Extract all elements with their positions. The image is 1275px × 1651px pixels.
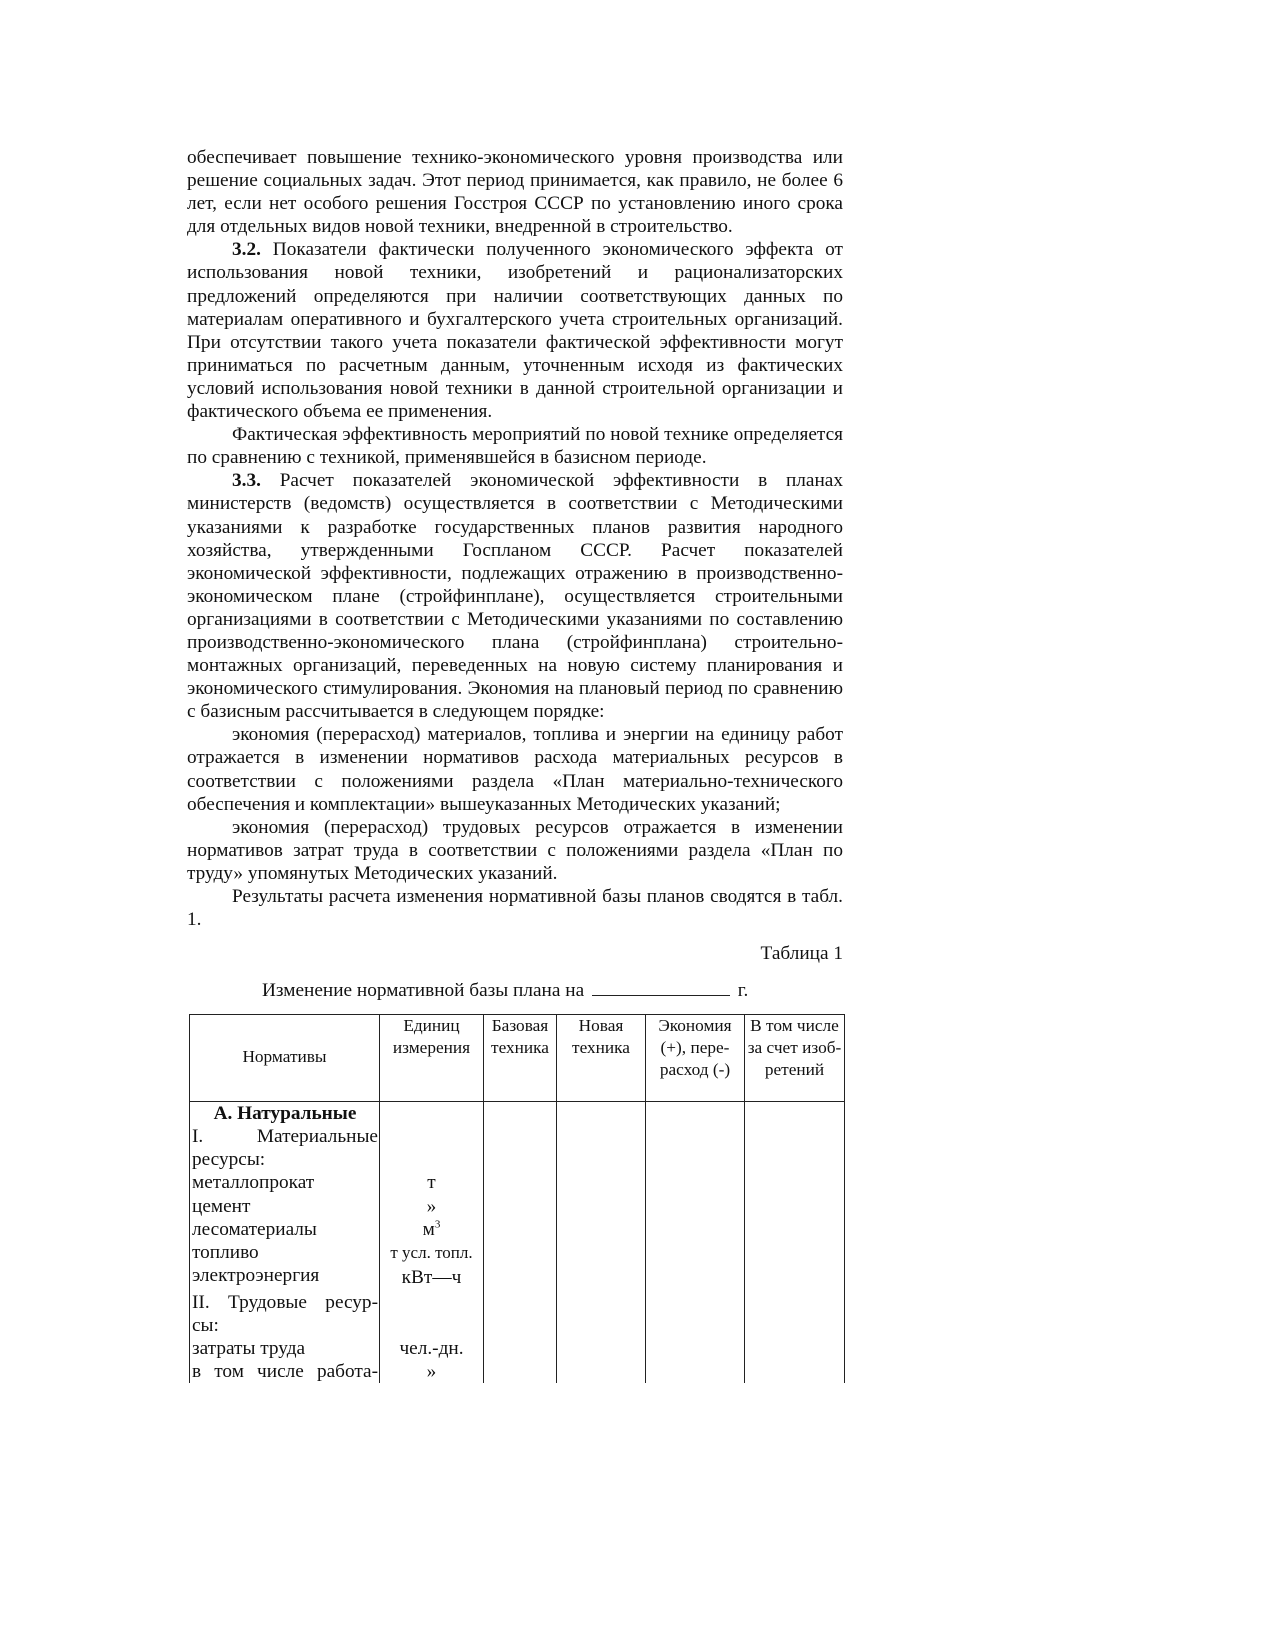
base-technique-column xyxy=(484,1102,557,1384)
header-savings: Экономия (+), пере-расход (-) xyxy=(646,1015,745,1102)
table-body-row xyxy=(190,1102,845,1384)
group-material-resources-cont: ресурсы: xyxy=(192,1149,266,1171)
unit-electricity: кВт—ч xyxy=(401,1266,462,1288)
unit-timber: $м^3$ xyxy=(422,1218,441,1240)
new-technique-column xyxy=(557,1102,646,1384)
section-natural: А. Натуральные xyxy=(213,1103,357,1125)
row-name-fuel: топливо xyxy=(192,1241,259,1263)
paragraph-labor-savings: экономия (перерасход) трудовых ресурсов отражается в изменении нормативов затрат труда в соответствии с положениями раздела «План по труду» упомянутых Методических указаний. xyxy=(187,816,843,884)
paragraph-3-3 xyxy=(187,469,843,723)
table-header-row xyxy=(190,1015,845,1102)
paragraph-1: обеспечивает повышение технико-экономического уровня производства или решение социальных задач. Этот период принимается, как правило, не более 6 лет, если нет особого решения Госстроя СССР по установлению иного срока для отдельных видов новой техники, внедренной в строительство. xyxy=(187,147,843,238)
unit-labor-costs: чел.-дн. xyxy=(399,1338,464,1360)
unit-fuel: т усл. топл. xyxy=(390,1242,473,1262)
table-label: Таблица 1 xyxy=(760,943,843,965)
header-base-technique: Базовая техника xyxy=(484,1015,557,1102)
paragraph-materials-savings: экономия (перерасход) материалов, топлива и энергии на единицу работ отражается в изменении нормативов расхода материальных ресурсов в соответствии с положениями раздела «План материально-технического обеспечения и комплектации» вышеуказанных Методических указаний; xyxy=(187,724,843,815)
row-name-labor-costs: затраты труда xyxy=(192,1338,306,1360)
paragraph-text: Расчет показателей экономической эффективности в планах министерств (ведомств) осуществляется в соответствии с Методическими указаниями к разработке государственных планов развития народного хозяйства, утвержденными Госпланом СССР. Расчет показателей экономической эффективности, подлежащих отражению в производственно-экономическом плане (стройфинплане), осуществляется строительными организациями в соответствии с Методическими указаниями по составлению производственно-экономического плана (стройфинплана) строительно-монтажных организаций, переведенных на новую систему планирования и экономического стимулирования. Экономия на плановый период по сравнению с базисным рассчитывается в следующем порядке: xyxy=(187,470,843,723)
group-labor-resources: II. Трудовые ресур- xyxy=(192,1291,378,1313)
header-new-technique: Новая техника xyxy=(557,1015,646,1102)
header-norms: Нормативы xyxy=(190,1015,380,1102)
unit-including-workers: » xyxy=(426,1361,437,1383)
paragraph-actual-efficiency: Фактическая эффективность мероприятий по новой технике определяется по сравнению с техникой, применявшейся в базисном периоде. xyxy=(187,424,843,469)
year-blank xyxy=(592,978,730,996)
header-inventions: В том числе за счет изоб-ретений xyxy=(745,1015,845,1102)
paragraph-text: Показатели фактически полученного экономического эффекта от использования новой техники, изобретений и рационализаторских предложений определяются при наличии соответствующих данных по материалам оперативного и бухгалтерского учета строительных организаций. При отсутствии такого учета показатели фактической эффективности могут приниматься по расчетным данным, уточненным исходя из фактических условий использования новой техники в данной строительной организации и фактического объема ее применения. xyxy=(187,239,843,423)
clause-number: 3.2. xyxy=(232,239,261,261)
header-units: Единиц измерения xyxy=(380,1015,484,1102)
norms-table xyxy=(189,1014,845,1383)
units-column xyxy=(380,1102,484,1384)
savings-column xyxy=(646,1102,745,1384)
group-material-resources: I. Материальные xyxy=(192,1126,378,1148)
group-labor-resources-cont: сы: xyxy=(192,1315,219,1337)
row-name-electricity: электроэнергия xyxy=(192,1264,320,1286)
unit-metal: т xyxy=(427,1172,436,1194)
row-name-timber: лесоматериалы xyxy=(192,1218,317,1240)
clause-number: 3.3. xyxy=(232,470,261,492)
row-name-cement: цемент xyxy=(192,1195,251,1217)
row-name-including-workers: в том числе работа- xyxy=(192,1361,378,1383)
paragraph-3-2 xyxy=(187,238,843,423)
document-page xyxy=(187,146,843,1383)
norms-column xyxy=(190,1102,380,1384)
paragraph-results: Результаты расчета изменения нормативной базы планов сводятся в табл. 1. xyxy=(187,886,843,931)
row-name-metal: металлопрокат xyxy=(192,1172,315,1194)
unit-cement: » xyxy=(426,1195,437,1217)
inventions-column xyxy=(745,1102,845,1384)
table-caption: Изменение нормативной базы плана на г. xyxy=(262,980,749,1002)
